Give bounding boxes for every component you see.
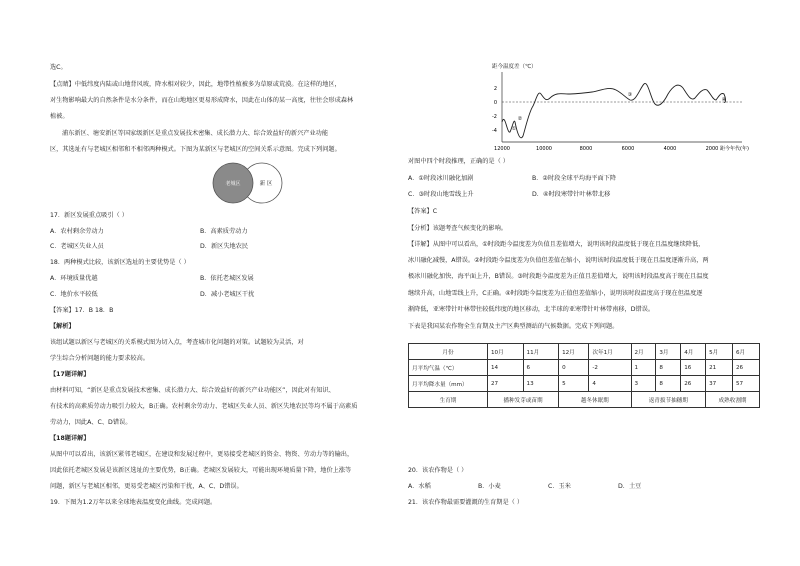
option-d: D．新区失地农民 xyxy=(200,243,249,250)
y-tick-label: -2 xyxy=(492,114,497,120)
text-line: 该组试题以新区与老城区的关系模式图为切入点，考查城市化问题的对策。试题较为灵活，对 xyxy=(50,339,304,346)
y-tick-label: 0 xyxy=(493,100,497,106)
table-cell: 27 xyxy=(488,376,524,392)
option-b: B．②时段全球平均海平面下降 xyxy=(532,175,617,182)
temperature-curve xyxy=(502,83,726,137)
text-line: 下表是我国某农作物全生育期及主产区典型测站的气候数据。完成下列问题。 xyxy=(408,323,619,330)
y-tick-label: -4 xyxy=(492,128,497,134)
table-cell: 6 xyxy=(523,360,559,376)
text-line: 浦东新区、塘安新区等国家级新区是重点发展技术密集、成长潜力大、综合效益好的新兴产业功能 xyxy=(62,130,329,137)
question-20: 20．该农作物是（ ） xyxy=(408,467,468,474)
temperature-chart xyxy=(480,60,780,160)
text-line: 选C。 xyxy=(50,64,67,71)
text-line: 植被。 xyxy=(50,113,69,120)
text-line: 对生物影响最大的自然条件是水分条件，而在山地地区更易形成降水，因此在山体的某一高度，往往会形成森林 xyxy=(50,97,354,104)
text-line: 【点睛】中低纬度内陆或山地背风坡，降水相对较少，因此，地带性植被多为草原或荒漠。在这样的地区， xyxy=(50,81,341,88)
text-line: 区，其选址有与老城区相邻和不相邻两种模式。下图为某新区与老城区的空间关系示意图。完成下列问题。 xyxy=(50,146,341,153)
table-cell: 4 xyxy=(589,376,631,392)
x-tick-label: 10000 xyxy=(536,146,552,152)
table-cell: 37 xyxy=(706,376,733,392)
option-c: C．地价水平较低 xyxy=(50,291,98,298)
question-21: 21．该农作物最需要灌溉的生育期是（ ） xyxy=(408,499,524,506)
table-cell: 1 xyxy=(631,360,656,376)
option-a: A．水稻 xyxy=(408,483,431,490)
option-a: A．环境质量优越 xyxy=(50,275,98,282)
table-cell: 生育期 xyxy=(409,392,488,408)
table-cell: 26 xyxy=(732,360,759,376)
text-line: 因此依托老城区发展是该新区选址的主要优势，B正确。老城区发展较大，可能出现环境质量下降，地价上涨等 xyxy=(50,467,352,474)
venn-diagram xyxy=(190,162,290,208)
option-a: A．农村剩余劳动力 xyxy=(50,228,104,235)
question-17: 17．新区发展重点吸引（ ） xyxy=(50,212,128,219)
option-b: B．高素质劳动力 xyxy=(200,228,248,235)
x-tick-label: 4000 xyxy=(663,146,677,152)
table-cell: 8 xyxy=(656,360,681,376)
option-d: D．土豆 xyxy=(618,483,642,490)
detail-heading-17: 【17题详解】 xyxy=(50,371,90,378)
answer-line: 【答案】17．B 18．B xyxy=(50,307,114,314)
table-cell: 5 xyxy=(559,376,589,392)
x-tick-label: 2000 xyxy=(705,146,719,152)
text-line: 问题，新区与老城区相邻，更易受老城区污染和干扰，A、C、D错误。 xyxy=(50,483,243,490)
table-cell: 10月 xyxy=(488,344,524,360)
marker-1: ① xyxy=(511,126,517,132)
chart-ylabel: 距今温度差（℃） xyxy=(492,64,537,70)
table-cell: 4月 xyxy=(681,344,706,360)
old-city-label: 老城区 xyxy=(225,181,241,187)
option-c: C．玉米 xyxy=(548,483,571,490)
table-cell: 12月 xyxy=(559,344,589,360)
table-cell: 3月 xyxy=(656,344,681,360)
table-cell: 2月 xyxy=(631,344,656,360)
table-cell: 3 xyxy=(631,376,656,392)
text-line: 冰川融化减慢，A错误。②时段距今温度差为负值但差值在缩小，说明该时段温度低于现在且温度逐渐升高，两 xyxy=(408,257,709,264)
table-cell: 0 xyxy=(559,360,589,376)
climate-table xyxy=(408,343,760,408)
chart-xlabel: 距今年代(年) xyxy=(720,146,749,152)
table-cell: 成熟收割期 xyxy=(706,392,760,408)
table-row xyxy=(409,392,760,408)
table-row xyxy=(409,376,760,392)
table-cell: 14 xyxy=(488,360,524,376)
option-c: C．老城区失业人员 xyxy=(50,243,104,250)
text-line: 有技术的高素质劳动力吸引力较大，B正确。农村剩余劳动力、老城区失业人员、新区失地农民等均不属于高素质 xyxy=(50,403,358,410)
table-cell: 57 xyxy=(732,376,759,392)
option-d: D．减小老城区干扰 xyxy=(200,291,255,298)
marker-2: ② xyxy=(517,116,523,122)
question-19: 19．下图为1.2万年以来全球地表温度变化曲线。完成问题。 xyxy=(50,499,217,506)
text-line: 极冰川融化加快，海平面上升，B错误。③时段距今温度差为正值且差值增大，说明该时段温度高于现在且温度 xyxy=(408,273,709,280)
table-cell: 13 xyxy=(523,376,559,392)
table-cell: 月平均降水量（mm） xyxy=(409,376,488,392)
text-line: 由材料可知，“新区是重点发展技术密集、成长潜力大、综合效益好的新兴产业功能区”，因此对有知识、 xyxy=(50,387,335,394)
analysis-heading: 【解析】 xyxy=(50,323,75,330)
answer-line: 【答案】C xyxy=(408,208,438,215)
x-tick-label: 8000 xyxy=(579,146,593,152)
table-cell: 5月 xyxy=(706,344,733,360)
table-cell: 越冬休眠期 xyxy=(559,392,631,408)
table-cell: 6月 xyxy=(732,344,759,360)
text-line: 【详解】从图中可以看出，①时段距今温度差为负值且差值增大，说明该时段温度低于现在且温度继续降低， xyxy=(408,241,705,248)
table-cell: 返青拔节抽穗期 xyxy=(631,392,706,408)
table-cell: 播种发芽或苗期 xyxy=(488,392,559,408)
question-18: 18．两种模式比较，该新区选址的主要优势是（ ） xyxy=(50,259,190,266)
y-tick-label: 2 xyxy=(493,86,497,92)
x-tick-label: 12000 xyxy=(494,146,510,152)
x-tick-label: 6000 xyxy=(621,146,635,152)
marker-4: ④ xyxy=(721,97,727,103)
table-cell: 月份 xyxy=(409,344,488,360)
table-cell: -2 xyxy=(589,360,631,376)
option-a: A．①时段冰川融化加剧 xyxy=(408,175,474,182)
marker-3: ③ xyxy=(627,92,633,98)
option-d: D．④时段寒带针叶林带北移 xyxy=(532,191,611,198)
text-line: 劳动力，因此A、C、D错误。 xyxy=(50,419,132,426)
table-cell: 11月 xyxy=(523,344,559,360)
text-line: 学生综合分析问题的能力要求较高。 xyxy=(50,355,149,362)
detail-heading-18: 【18题详解】 xyxy=(50,435,90,442)
table-cell: 16 xyxy=(681,360,706,376)
option-c: C．③时段山地雪线上升 xyxy=(408,191,474,198)
text-line: 渐降低，亚寒带针叶林带往较低纬度的地区移动，北半球的亚寒带针叶林带南移，D错误。 xyxy=(408,306,655,313)
table-row xyxy=(409,360,760,376)
table-cell: 21 xyxy=(706,360,733,376)
table-cell: 26 xyxy=(681,376,706,392)
option-b: B．依托老城区发展 xyxy=(200,275,254,282)
text-line: 继续升高，山地雪线上升，C正确。④时段距今温度差为正值但差值缩小，说明该时段温度高于现在但温度逐 xyxy=(408,290,703,297)
table-cell: 8 xyxy=(656,376,681,392)
text-line: 从图中可以看出，该新区紧邻老城区，在建设和发展过程中，更易接受老城区的资金、物资、劳动力等的输出， xyxy=(50,451,354,458)
option-b: B．小麦 xyxy=(478,483,501,490)
new-district-label: 新 区 xyxy=(259,181,273,187)
table-cell: 月平均气温（℃） xyxy=(409,360,488,376)
analysis-line: 【分析】该题考查气候变化的影响。 xyxy=(408,225,507,232)
question-19-stem: 对图中四个时段推理，正确的是（ ） xyxy=(408,158,509,165)
table-row xyxy=(409,344,760,360)
table-cell: 次年1月 xyxy=(589,344,631,360)
